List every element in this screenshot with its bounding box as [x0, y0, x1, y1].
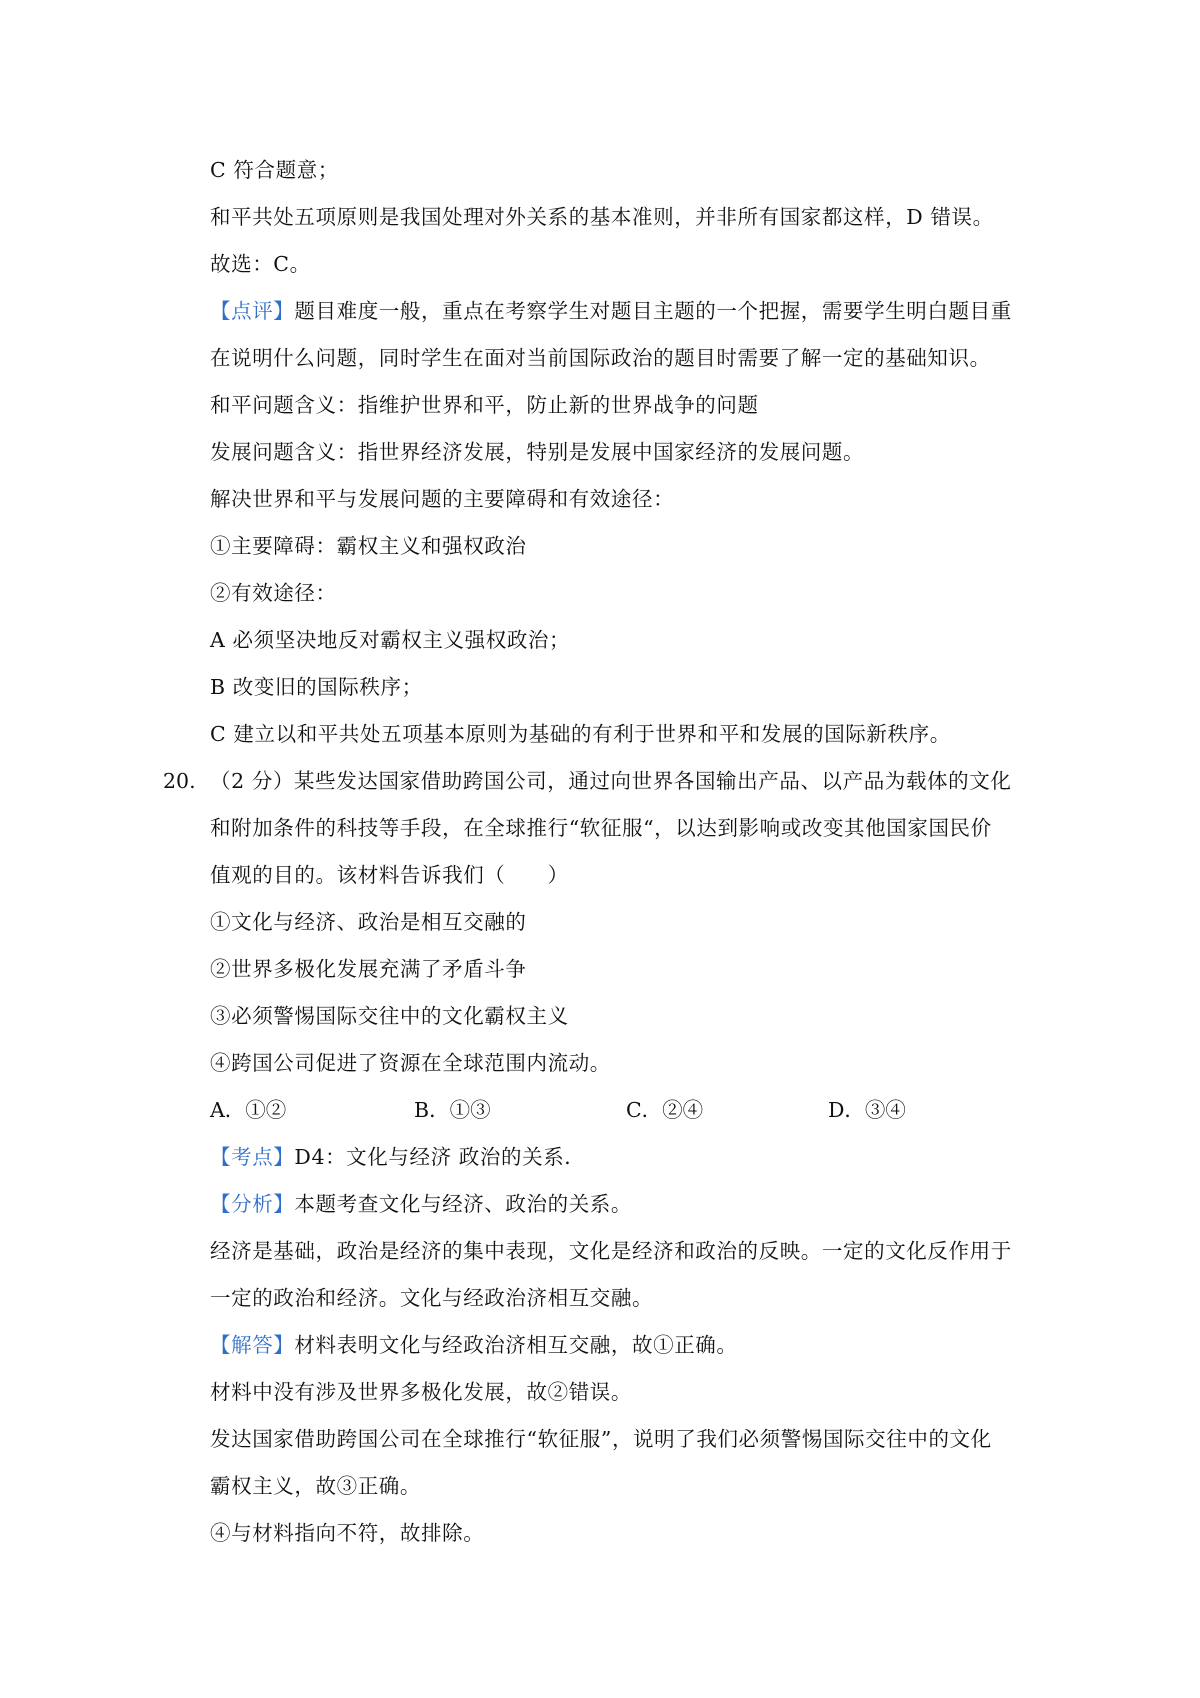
question-number: 20.	[163, 769, 196, 793]
question-text: （2 分）某些发达国家借助跨国公司，通过向世界各国输出产品、以产品为载体的文化	[210, 769, 1012, 793]
text-line: 发展问题含义：指世界经济发展，特别是发展中国家经济的发展问题。	[210, 440, 865, 464]
text-line: ②有效途径：	[210, 581, 337, 605]
text-line: 故选：C。	[210, 252, 311, 276]
text-line: 材料中没有涉及世界多极化发展，故②错误。	[210, 1380, 632, 1404]
question-item: ②世界多极化发展充满了矛盾斗争	[210, 957, 527, 981]
jieda-text: 材料表明文化与经政治济相互交融，故①正确。	[294, 1333, 738, 1357]
text-line: 发达国家借助跨国公司在全球推行“软征服”，说明了我们必须警惕国际交往中的文化	[210, 1427, 992, 1451]
fenxi-tag: 【分析】	[210, 1192, 295, 1216]
option-d: D．③④	[828, 1098, 906, 1122]
text-line: 在说明什么问题，同时学生在面对当前国际政治的题目时需要了解一定的基础知识。	[210, 346, 991, 370]
question-text: 值观的目的。该材料告诉我们（ ）	[210, 863, 569, 887]
text-line: 一定的政治和经济。文化与经政治济相互交融。	[210, 1286, 654, 1310]
text-line: A 必须坚决地反对霸权主义强权政治；	[210, 628, 571, 652]
text-line: 和平问题含义：指维护世界和平，防止新的世界战争的问题	[210, 393, 759, 417]
fenxi-line	[210, 1190, 1040, 1218]
kaodian-tag: 【考点】	[210, 1145, 295, 1169]
comment-tag: 【点评】	[210, 299, 295, 323]
text-line: C 建立以和平共处五项基本原则为基础的有利于世界和平和发展的国际新秩序。	[210, 722, 951, 746]
question-text: 和附加条件的科技等手段，在全球推行“软征服“，以达到影响或改变其他国家国民价	[210, 816, 992, 840]
jieda-line	[210, 1331, 1040, 1359]
text-line: C 符合题意；	[210, 158, 339, 182]
text-line: 和平共处五项原则是我国处理对外关系的基本准则，并非所有国家都这样，D 错误。	[210, 205, 994, 229]
text-line: ④与材料指向不符，故排除。	[210, 1521, 485, 1545]
option-b: B．①③	[414, 1098, 491, 1122]
question-item: ③必须警惕国际交往中的文化霸权主义	[210, 1004, 569, 1028]
text-line: 霸权主义，故③正确。	[210, 1474, 421, 1498]
jieda-tag: 【解答】	[210, 1333, 295, 1357]
comment-line	[210, 297, 1040, 325]
question-item: ①文化与经济、政治是相互交融的	[210, 910, 527, 934]
text-line: 解决世界和平与发展问题的主要障碍和有效途径：	[210, 487, 675, 511]
option-a: A．①②	[210, 1098, 287, 1122]
text-line: 经济是基础，政治是经济的集中表现，文化是经济和政治的反映。一定的文化反作用于	[210, 1239, 1012, 1263]
text-line: ①主要障碍：霸权主义和强权政治	[210, 534, 527, 558]
text-line: B 改变旧的国际秩序；	[210, 675, 423, 699]
kaodian-text: D4：文化与经济 政治的关系．	[294, 1145, 586, 1169]
comment-text: 题目难度一般，重点在考察学生对题目主题的一个把握，需要学生明白题目重	[294, 299, 1012, 323]
option-c: C．②④	[626, 1098, 704, 1122]
kaodian-line	[210, 1143, 1040, 1171]
fenxi-text: 本题考查文化与经济、政治的关系。	[294, 1192, 633, 1216]
question-item: ④跨国公司促进了资源在全球范围内流动。	[210, 1051, 611, 1075]
